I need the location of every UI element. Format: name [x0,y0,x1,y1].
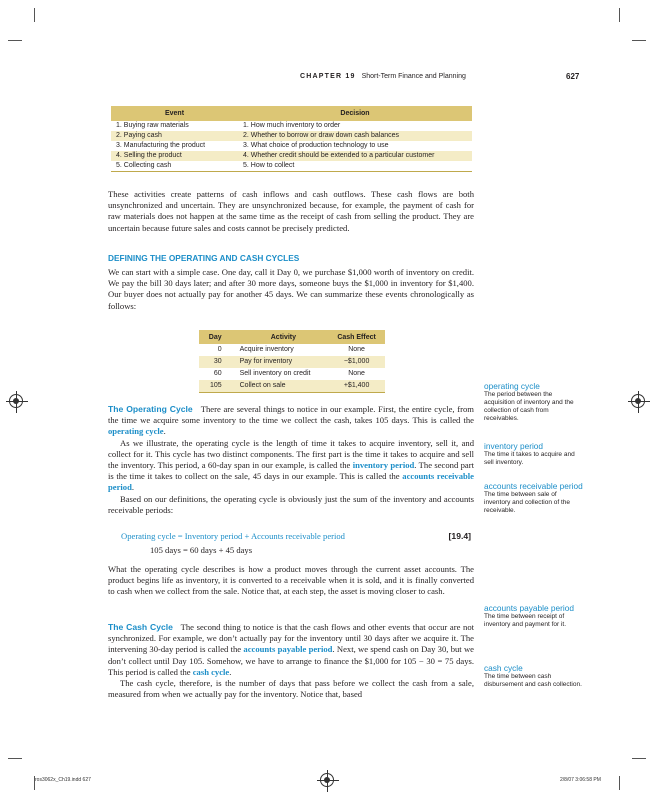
table-cell: Acquire inventory [239,346,294,353]
event-decision-table [111,106,472,172]
glossary-definition: The time between receipt of inventory and payment for it. [484,613,567,628]
table-cell: None [348,346,365,353]
registration-mark-icon [631,394,645,408]
run-in-heading: The Operating Cycle [108,404,193,414]
glossary-definition: The period between the acquisition of inventory and the collection of cash from receivables. [484,391,574,422]
table-row [111,141,472,151]
glossary-term: accounts payable period [484,603,574,613]
key-term: cash cycle [192,666,230,677]
chapter-label: CHAPTER 19 [300,73,356,80]
crop-mark [8,758,22,759]
table-cell: +$1,400 [328,380,385,393]
glossary-entry [484,382,584,423]
table-cell: Collect on sale [230,380,329,393]
table-cell: 1. Buying raw materials [116,122,189,129]
equation: Operating cycle = Inventory period + Accounts receivable period [19.4] [121,531,471,541]
table-cell: 60 [213,370,222,377]
table-row [199,380,385,393]
table-cell: 3. Manufacturing the product [116,142,206,149]
table-row [111,151,472,161]
body-paragraph: These activities create patterns of cash inflows and cash outflows. These cash flows are both unsynchronized and uncertain. They are unsynchronized because, for example, the payment of cash for raw materials does not happen at the same time as the receipt of cash from selling the product. They are uncertain because future sales and costs cannot be precisely predicted. [108,189,474,233]
crop-mark [8,40,22,41]
table-cell: 4. Selling the product [111,151,238,161]
crop-mark [632,40,646,41]
table-header-activity: Activity [230,330,329,344]
glossary-definition: The time between cash disbursement and cash collection. [484,673,582,688]
glossary-definition: The time it takes to acquire and sell inventory. [484,451,575,466]
glossary-entry [484,604,584,629]
table-header-day: Day [199,330,230,344]
table-header-cash-effect: Cash Effect [328,330,385,344]
table-row [199,344,385,356]
table-header-event: Event [111,106,238,121]
glossary-term: accounts receivable period [484,481,583,491]
page-number: 627 [566,72,580,81]
cash-events-table [199,330,385,393]
file-slug: ros3062x_Ch19.indd 627 [35,777,91,783]
glossary-definition: The time between sale of inventory and collection of the receivable. [484,491,570,514]
table-header-decision: Decision [238,106,472,121]
registration-mark-icon [9,394,23,408]
crop-mark [34,8,35,22]
table-cell: 105 [199,380,230,393]
table-cell: −$1,000 [328,356,385,368]
operating-cycle-section: The Operating Cycle There are several things to notice in our example. First, the entire cycle, from the time we acquire some inventory to the time we collect the cash, takes 105 days. This is called the operating cycle. As we illustrate, the operating cycle is the length of time it takes to acquire inventory, sell it, and collect for it. This cycle has two distinct components. The first part is the time it takes to acquire and sell the inventory. This period, a 60-day span in our example, is called the inventory period. The second part is the time it takes to collect on the sale, 45 days in our example. This is called the accounts receivable period. Based on our definitions, the operating cycle is obviously just the sum of the inventory and accounts receivable periods: [108,404,474,515]
registration-mark-icon [320,773,334,787]
table-cell: 4. Whether credit should be extended to a particular customer [238,151,472,161]
equation-example: 105 days = 60 days + 45 days [150,545,253,555]
section-heading: DEFINING THE OPERATING AND CASH CYCLES [108,253,300,263]
table-row [111,161,472,172]
table-cell: 2. Whether to borrow or draw down cash balances [238,131,472,141]
table-cell: 5. Collecting cash [111,161,238,172]
crop-mark [632,758,646,759]
key-term: accounts receivable period [108,471,474,493]
equation-number: [19.4] [448,531,471,541]
table-cell: 2. Paying cash [111,131,238,141]
table-cell: 3. What choice of production technology to use [243,142,389,149]
key-term: inventory period [352,460,415,471]
timestamp-slug: 2/8/07 3:06:58 PM [560,777,601,783]
table-cell: Sell inventory on credit [239,370,311,377]
chapter-title: Short-Term Finance and Planning [361,73,466,80]
key-term: accounts payable period [243,644,333,655]
table-cell: None [348,370,365,377]
running-header [300,73,466,80]
crop-mark [619,8,620,22]
glossary-term: inventory period [484,441,544,451]
glossary-term: cash cycle [484,663,523,673]
table-cell: 30 [199,356,230,368]
glossary-term: operating cycle [484,381,540,391]
table-row [199,368,385,380]
body-paragraph: What the operating cycle describes is how a product moves through the current asset accounts. The product begins life as inventory, it is converted to a receivable when it is sold, and it is finally converted to cash when we collect from the sale. Notice that, at each step, the asset is moving closer to cash. [108,564,474,597]
glossary-entry [484,442,584,467]
table-row [199,356,385,368]
run-in-heading: The Cash Cycle [108,622,173,632]
table-cell: 5. How to collect [238,161,472,172]
table-row [111,121,472,131]
glossary-entry [484,664,584,689]
key-term: operating cycle [108,426,164,437]
table-cell: Pay for inventory [230,356,329,368]
body-paragraph: We can start with a simple case. One day, call it Day 0, we purchase $1,000 worth of inventory on credit. We pay the bill 30 days later; and after 30 more days, someone buys the $1,000 in inventory for $1,400. Our buyer does not actually pay for another 45 days. We can summarize these events chronologically as follows: [108,267,474,311]
crop-mark [619,776,620,790]
cash-cycle-section: The Cash Cycle The second thing to notice is that the cash flows and other events that occur are not synchronized. For example, we don’t actually pay for the inventory until 30 days after we acquire it. The intervening 30-day period is called the accounts payable period. Next, we spend cash on Day 30, but we don’t collect until Day 105. Somehow, we have to arrange to finance the $1,000 for 105 − 30 = 75 days. This period is called the cash cycle. The cash cycle, therefore, is the number of days that pass before we collect the cash from a sale, measured from when we actually pay for the inventory. Notice that, based [108,622,474,700]
glossary-entry [484,482,584,515]
table-cell: 1. How much inventory to order [243,122,341,129]
table-row [111,131,472,141]
table-cell: 0 [217,346,222,353]
